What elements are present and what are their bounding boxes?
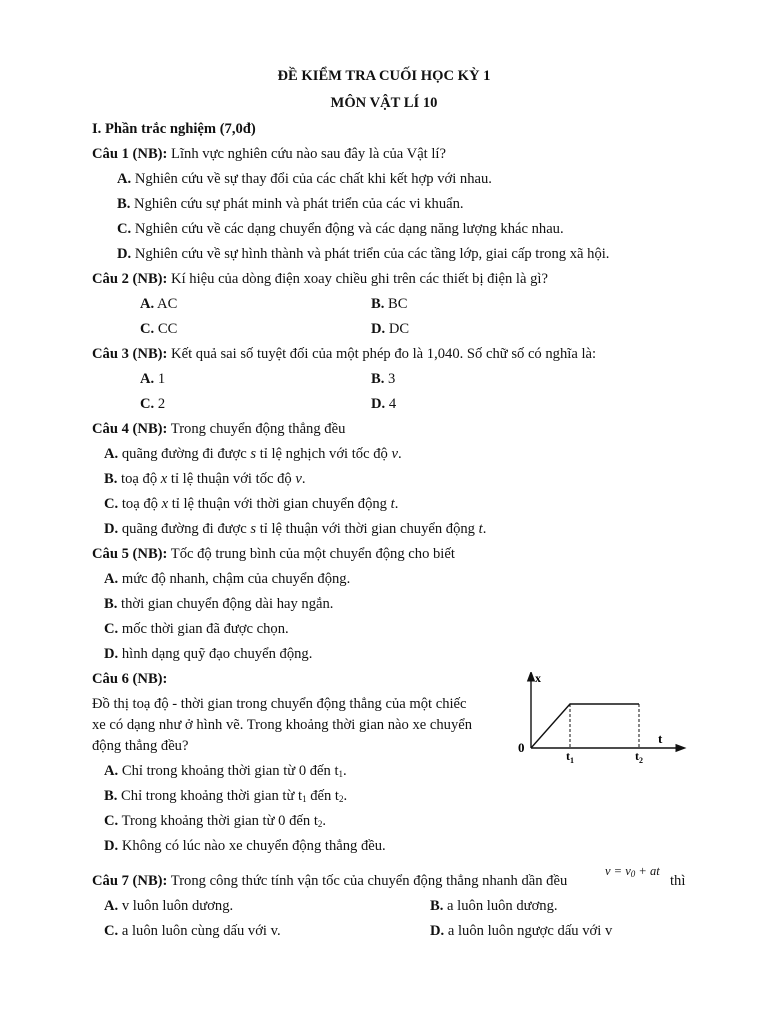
q5-option-d: D. hình dạng quỹ đạo chuyển động. <box>104 646 313 662</box>
q6-option-c: C. Trong khoảng thời gian từ 0 đến $t_2$. <box>104 813 327 829</box>
q6-text-line-2: xe có dạng như ở hình vẽ. Trong khoảng thời gian nào xe chuyển <box>92 717 473 733</box>
question-4: Câu 4 (NB): Trong chuyển động thẳng đều <box>92 421 346 437</box>
q1-option-b: B. Nghiên cứu sự phát minh và phát triển của các vi khuẩn. <box>117 196 464 212</box>
q5-option-b: B. thời gian chuyển động dài hay ngắn. <box>104 596 334 612</box>
x-axis-label: t <box>658 731 663 746</box>
q3-option-a: A. 1 <box>140 371 166 387</box>
q7-option-c: C. a luôn luôn cùng dấu với v. <box>104 923 281 939</box>
q5-option-a: A. mức độ nhanh, chậm của chuyển động. <box>104 571 351 587</box>
q7-option-b: B. a luôn luôn dương. <box>430 898 558 914</box>
q3-option-d: D. 4 <box>371 396 397 412</box>
graph-line <box>531 704 639 748</box>
q2-option-d: D. DC <box>371 321 410 337</box>
section-heading: I. Phần trắc nghiệm (7,0đ) <box>92 121 256 137</box>
y-axis-label: x <box>535 672 541 685</box>
q1-option-d: D. Nghiên cứu về sự hình thành và phát triển của các tầng lớp, giai cấp trong xã hội. <box>117 246 610 262</box>
question-3: Câu 3 (NB): Kết quả sai số tuyệt đối của một phép đo là 1,040. Số chữ số có nghĩa là: <box>92 346 597 362</box>
q6-text-line-1: Đồ thị toạ độ - thời gian trong chuyển động thẳng của một chiếc <box>92 696 467 712</box>
question-2: Câu 2 (NB): Kí hiệu của dòng điện xoay chiều ghi trên các thiết bị điện là gì? <box>92 271 548 287</box>
q1-option-a: A. Nghiên cứu về sự thay đổi của các chất khi kết hợp với nhau. <box>117 171 492 187</box>
q5-option-c: C. mốc thời gian đã được chọn. <box>104 621 289 637</box>
q2-option-a: A. AC <box>140 296 178 312</box>
q2-option-c: C. CC <box>140 321 178 337</box>
q1-option-c: C. Nghiên cứu về các dạng chuyển động và các dạng năng lượng khác nhau. <box>117 221 564 237</box>
question-7-tail: thì <box>670 873 686 889</box>
velocity-formula: $v = v_0$ + at <box>605 864 660 879</box>
q6-option-b: B. Chỉ trong khoảng thời gian từ $t_1$ đến $t_2$. <box>104 788 348 804</box>
q3-option-c: C. 2 <box>140 396 166 412</box>
subject-title: MÔN VẬT LÍ 10 <box>330 95 438 111</box>
t2-label: $t_2$ <box>635 749 643 764</box>
q6-option-d: D. Không có lúc nào xe chuyển động thẳng đều. <box>104 838 386 854</box>
q7-option-d: D. a luôn luôn ngược dấu với v <box>430 923 613 939</box>
q4-option-a: A. quãng đường đi được s tỉ lệ nghịch với tốc độ v. <box>104 446 402 462</box>
t1-label: $t_1$ <box>566 749 574 764</box>
q7-option-a: A. v luôn luôn dương. <box>104 898 234 914</box>
question-7: Câu 7 (NB): Trong công thức tính vận tốc của chuyển động thẳng nhanh dần đều <box>92 873 568 889</box>
position-time-graph <box>513 672 688 764</box>
q2-option-b: B. BC <box>371 296 408 312</box>
origin-label: 0 <box>518 740 525 755</box>
q3-option-b: B. 3 <box>371 371 396 387</box>
q4-option-b: B. toạ độ x tỉ lệ thuận với tốc độ v. <box>104 471 306 487</box>
exam-title: ĐỀ KIỂM TRA CUỐI HỌC KỲ 1 <box>277 68 491 84</box>
question-6: Câu 6 (NB): <box>92 671 168 687</box>
question-1: Câu 1 (NB): Lĩnh vực nghiên cứu nào sau đây là của Vật lí? <box>92 146 446 162</box>
q6-option-a: A. Chỉ trong khoảng thời gian từ 0 đến $t_1$. <box>104 763 347 779</box>
q4-option-c: C. toạ độ x tỉ lệ thuận với thời gian chuyển động t. <box>104 496 399 512</box>
question-5: Câu 5 (NB): Tốc độ trung bình của một chuyển động cho biết <box>92 546 455 562</box>
q4-option-d: D. quãng đường đi được s tỉ lệ thuận với thời gian chuyển động t. <box>104 521 487 537</box>
q6-text-line-3: động thẳng đều? <box>92 738 189 754</box>
